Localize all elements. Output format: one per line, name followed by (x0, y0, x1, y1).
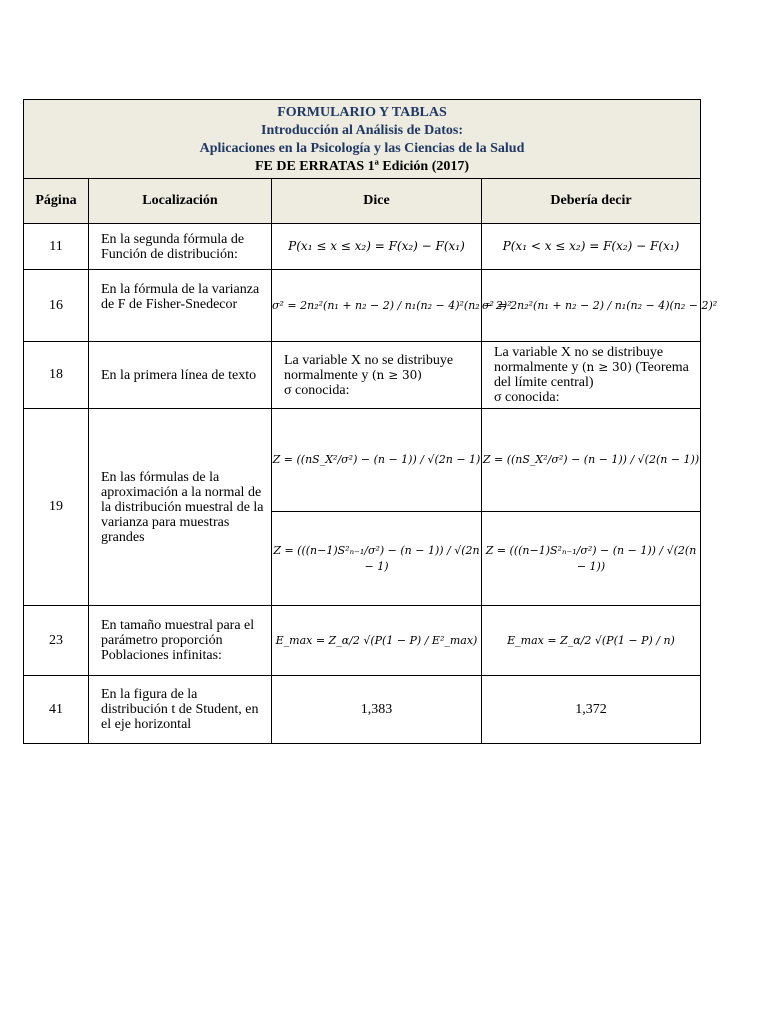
dice-formula (272, 224, 482, 270)
formula-text: σ² = 2n₂²(n₁ + n₂ − 2) / n₁(n₂ − 4)(n₂ − 2)² (482, 298, 718, 312)
dice-text-line1: La variable X no se distribuye normalmente y (284, 352, 454, 383)
column-header-page: Página (24, 179, 89, 224)
deberia-formula (482, 606, 701, 676)
deberia-text-line2: σ conocida: (494, 390, 560, 405)
table-row (24, 606, 701, 676)
formula-text: Z = ((nS_X²/σ²) − (n − 1)) / √(2(n − 1)) (482, 453, 700, 466)
header-subtitle: Introducción al Análisis de Datos: (261, 123, 463, 138)
location-text-line2: Poblaciones infinitas: (101, 648, 222, 663)
dice-formula (272, 512, 482, 606)
table-row (24, 342, 701, 409)
errata-table (23, 99, 718, 744)
header-title: FORMULARIO Y TABLAS (277, 105, 447, 120)
dice-text-line2: σ conocida: (284, 382, 350, 398)
formula-text: E_max = Z_α/2 √(P(1 − P) / n) (507, 633, 675, 647)
dice-formula (272, 606, 482, 676)
location-text: En las fórmulas de la aproximación a la normal de la distribución muestral de la varianza para muestras grandes (89, 409, 272, 606)
deberia-formula (482, 409, 701, 512)
page-number: 41 (24, 676, 89, 744)
header-row (24, 100, 701, 179)
deberia-condition: (n ≥ 30) (581, 360, 632, 374)
table-row (24, 409, 701, 512)
formula-text: Z = (((n−1)S²ₙ₋₁/σ²) − (n − 1)) / √(2(n − 1)) (485, 543, 697, 573)
table-row (24, 676, 701, 744)
deberia-formula (482, 270, 718, 342)
column-header-row (24, 179, 701, 224)
formula-text: E_max = Z_α/2 √(P(1 − P) / E²_max) (275, 633, 478, 647)
formula-text: P(x₁ ≤ x ≤ x₂) = F(x₂) − F(x₁) (288, 238, 465, 253)
page-number: 18 (24, 342, 89, 409)
deberia-formula (482, 512, 701, 606)
location-text: En la figura de la distribución t de Student, en el eje horizontal (89, 676, 272, 744)
dice-condition: (n ≥ 30) (371, 367, 422, 382)
table-row (24, 224, 701, 270)
column-header-location: Localización (89, 179, 272, 224)
location-text: En la fórmula de la varianza de F de Fisher-Snedecor (89, 270, 272, 342)
deberia-text-mid: (Teorema del límite central) (494, 360, 689, 390)
deberia-formula (482, 224, 701, 270)
page-number: 11 (24, 224, 89, 270)
column-header-dice: Dice (272, 179, 482, 224)
location-text-line1: En tamaño muestral para el parámetro proporción (101, 618, 255, 648)
page-number: 19 (24, 409, 89, 606)
formula-text: Z = (((n−1)S²ₙ₋₁/σ²) − (n − 1)) / √(2n − 1) (273, 543, 480, 573)
location-text: En la primera línea de texto (89, 342, 272, 409)
header-errata-edition: FE DE ERRATAS 1ª Edición (2017) (254, 159, 470, 174)
formula-text: Z = ((nS_X²/σ²) − (n − 1)) / √(2n − 1) (272, 453, 481, 466)
location-text (89, 606, 272, 676)
dice-value: 1,383 (272, 676, 482, 744)
deberia-text-line1: La variable X no se distribuye normalmente y (494, 345, 664, 375)
column-header-deberia: Debería decir (482, 179, 701, 224)
header-book-title: Aplicaciones en la Psicología y las Ciencias de la Salud (199, 141, 525, 156)
deberia-value: 1,372 (482, 676, 701, 744)
dice-formula (272, 270, 512, 342)
document-header (24, 100, 701, 179)
dice-formula (272, 409, 482, 512)
page-number: 16 (24, 270, 89, 342)
deberia-text (482, 342, 701, 409)
table-row (24, 270, 701, 342)
formula-text: σ² = 2n₂²(n₁ + n₂ − 2) / n₁(n₂ − 4)²(n₂ − 2)² (272, 298, 512, 312)
dice-text (272, 342, 482, 409)
page-number: 23 (24, 606, 89, 676)
location-text: En la segunda fórmula de Función de distribución: (89, 224, 272, 270)
formula-text: P(x₁ < x ≤ x₂) = F(x₂) − F(x₁) (502, 238, 680, 253)
